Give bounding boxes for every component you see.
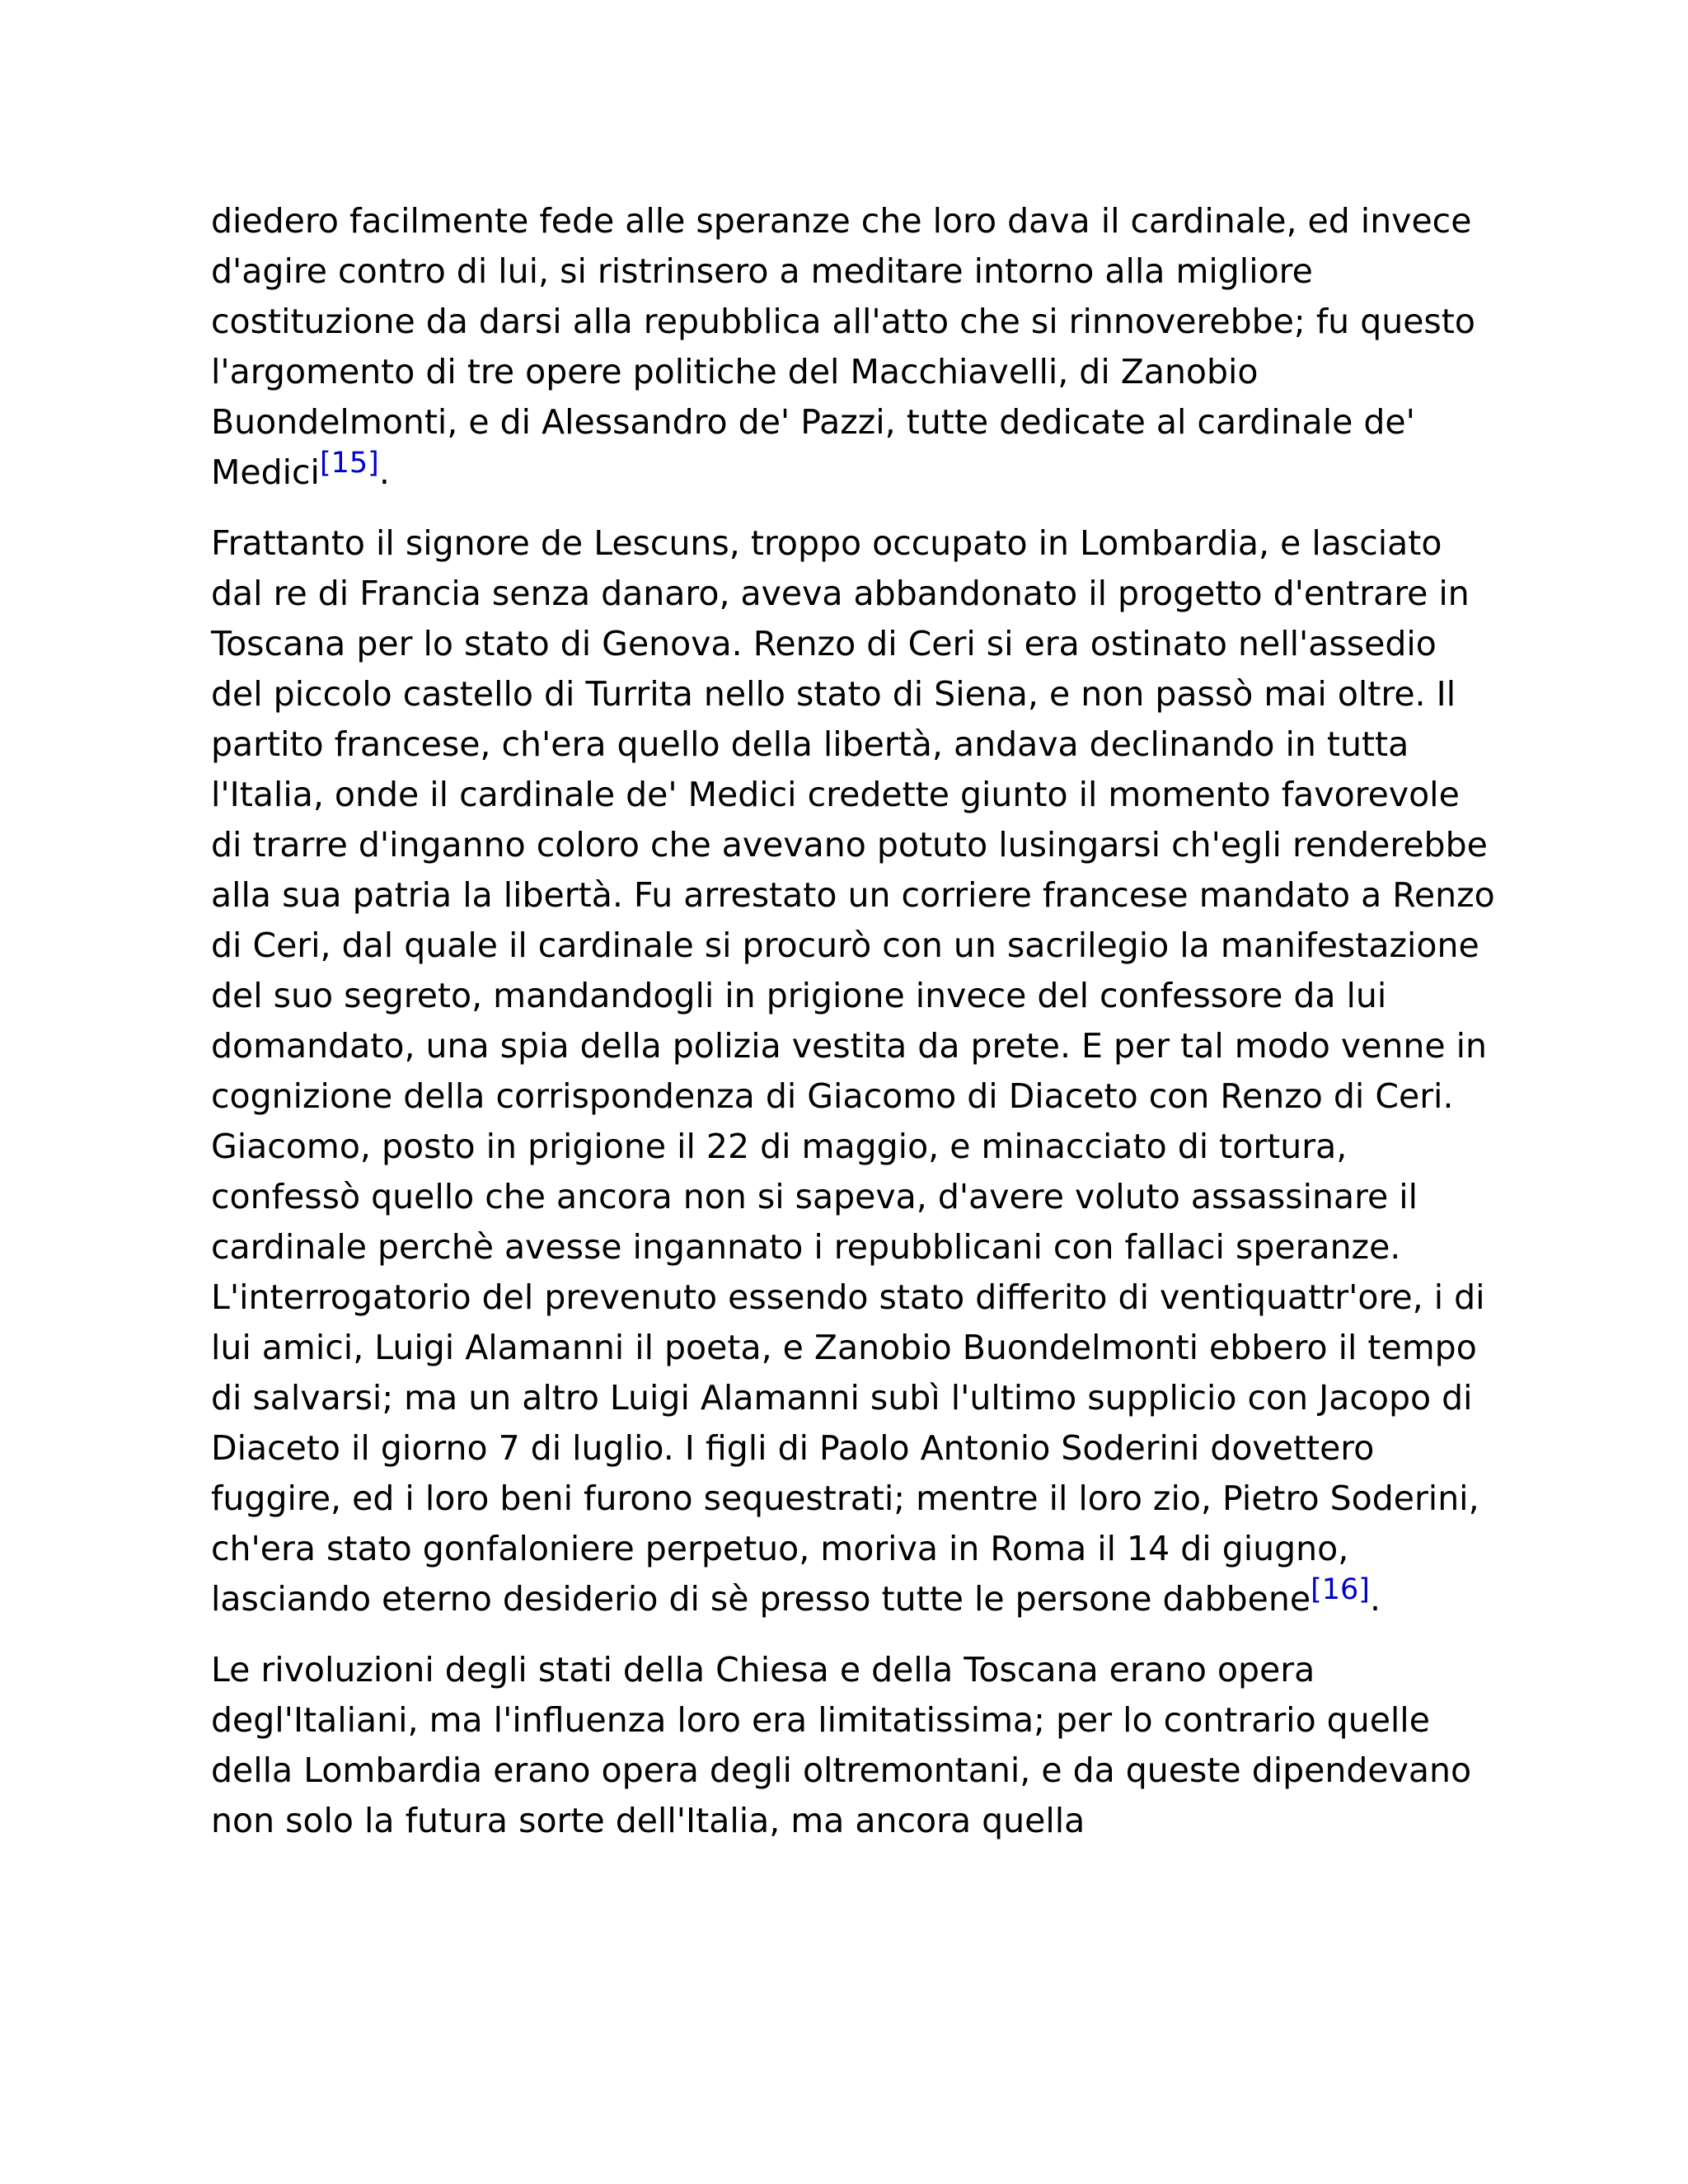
- document-page: [211, 196, 1497, 1867]
- paragraph-text: Frattanto il signore de Lescuns, troppo occupato in Lombardia, e lasciato dal re di Francia senza danaro, aveva abbandonato il progetto d'entrare in Toscana per lo stato di Genova. Renzo di Ceri si era ostinato nell'assedio del piccolo castello di Turrita nello stato di Siena, e non passò mai oltre. Il partito francese, ch'era quello della libertà, andava declinando in tutta l'Italia, onde il cardinale de' Medici credette giunto il momento favorevole di trarre d'inganno coloro che avevano potuto lusingarsi ch'egli renderebbe alla sua patria la libertà. Fu arrestato un corriere francese mandato a Renzo di Ceri, dal quale il cardinale si procurò con un sacrilegio la manifestazione del suo segreto, mandandogli in prigione invece del confessore da lui domandato, una spia della polizia vestita da prete. E per tal modo venne in cognizione della corrispondenza di Giacomo di Diaceto con Renzo di Ceri. Giacomo, posto in prigione il 22 di maggio, e minacciato di tortura, confessò quello che ancora non si sapeva, d'avere voluto assassinare il cardinale perchè avesse ingannato i repubblicani con fallaci speranze. L'interrogatorio del prevenuto essendo stato differito di ventiquattr'ore, i di lui amici, Luigi Alamanni il poeta, e Zanobio Buondelmonti ebbero il tempo di salvarsi; ma un altro Luigi Alamanni subì l'ultimo supplicio con Jacopo di Diaceto il giorno 7 di luglio. I figli di Paolo Antonio Soderini dovettero fuggire, ed i loro beni furono sequestrati; mentre il loro zio, Pietro Soderini, ch'era stato gonfaloniere perpetuo, moriva in Roma il 14 di giugno, lasciando eterno desiderio di sè presso tutte le persone dabbene: [211, 523, 1495, 1619]
- footnote-link-16[interactable]: [16]: [1311, 1573, 1370, 1606]
- paragraph-text: Le rivoluzioni degli stati della Chiesa e della Toscana erano opera degl'Italiani, ma l'influenza loro era limitatissima; per lo contrario quelle della Lombardia erano opera degli oltremontani, e da queste dipendevano non solo la futura sorte dell'Italia, ma ancora quella: [211, 1650, 1472, 1840]
- paragraph-tail: .: [378, 452, 390, 492]
- paragraph-tail: .: [1369, 1579, 1381, 1619]
- footnote-link-15[interactable]: [15]: [319, 447, 379, 480]
- paragraph-2: [211, 518, 1497, 1624]
- paragraph-text: diedero facilmente fede alle speranze che loro dava il cardinale, ed invece d'agire contro di lui, si ristrinsero a meditare intorno alla migliore costituzione da darsi alla repubblica all'atto che si rinnoverebbe; fu questo l'argomento di tre opere politiche del Macchiavelli, di Zanobio Buondelmonti, e di Alessandro de' Pazzi, tutte dedicate al cardinale de' Medici: [211, 201, 1475, 492]
- paragraph-1: [211, 196, 1497, 498]
- paragraph-3: [211, 1645, 1497, 1846]
